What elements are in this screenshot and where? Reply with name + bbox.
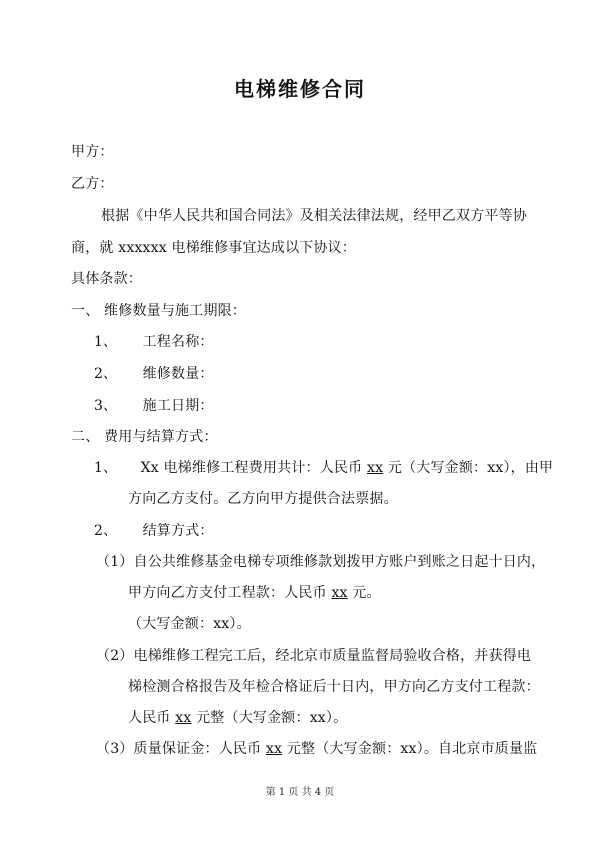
intro-line-2: 商，就 xxxxxx 电梯维修事宜达成以下协议： [71, 240, 357, 256]
clause-number: （1） [96, 554, 134, 570]
sub-clause-1-line-1 [96, 552, 545, 572]
clause-text-cont: 元。 [347, 585, 381, 601]
item-label: 施工日期： [142, 398, 214, 414]
sub-clause-2-line-1 [96, 646, 531, 666]
item-number: 1、 [94, 460, 118, 476]
fee-text-cont: 元（大写金额：xx），由甲 [383, 460, 554, 476]
sub-clause-2-line-3 [128, 708, 347, 728]
section-1-item-3 [94, 396, 214, 416]
item-label: 维修数量： [142, 366, 214, 382]
item-number: 2、 [94, 366, 118, 382]
section-2-item-1-line-2: 方向乙方支付。乙方向甲方提供合法票据。 [128, 491, 398, 507]
clause-text: 自公共维修基金电梯专项维修款划拨甲方账户到账之日起十日内， [133, 554, 546, 570]
clause-text: 电梯维修工程完工后，经北京市质量监督局验收合格，并获得电 [133, 648, 532, 664]
clause-text-cont: 元整（大写金额：xx）。自北京市质量监 [282, 741, 538, 757]
item-number: 1、 [94, 334, 118, 350]
clause-number: （2） [96, 648, 134, 664]
sub-clause-1-line-2 [128, 583, 381, 603]
clause-text-cont: 元整（大写金额：xx）。 [191, 710, 348, 726]
sub-clause-2-line-2: 梯检测合格报告及年检合格证后十日内，甲方向乙方支付工程款： [128, 679, 540, 695]
sub-clause-1-line-3: （大写金额：xx）。 [128, 616, 251, 632]
clause-number: （3） [96, 741, 134, 757]
section-1-item-2 [94, 364, 214, 384]
fee-amount: xx [367, 460, 384, 476]
party-a-label: 甲方： [71, 144, 114, 160]
page-footer: 第 1 页 共 4 页 [265, 787, 335, 798]
section-1-heading: 一、 维修数量与施工期限： [71, 303, 247, 319]
item-label: 结算方式： [142, 523, 214, 539]
section-2-heading: 二、 费用与结算方式： [71, 429, 218, 445]
fee-text: Xx 电梯维修工程费用共计：人民币 [140, 460, 367, 476]
section-1-item-1 [94, 332, 214, 352]
clause-text: 质量保证金：人民币 [133, 741, 266, 757]
contract-title: 电梯维修合同 [234, 77, 366, 101]
item-number: 3、 [94, 398, 118, 414]
item-label: 工程名称： [142, 334, 214, 350]
payment-amount: xx [175, 710, 192, 726]
payment-amount: xx [331, 585, 348, 601]
sub-clause-3-line-1 [96, 739, 537, 759]
deposit-amount: xx [265, 741, 283, 757]
item-number: 2、 [94, 523, 118, 539]
clause-text: 人民币 [128, 710, 176, 726]
section-2-item-1-line-1 [94, 458, 553, 478]
section-2-item-2 [94, 521, 214, 541]
intro-line-1: 根据《中华人民共和国合同法》及相关法律法规，经甲乙双方平等协 [101, 208, 527, 224]
terms-heading: 具体条款： [71, 271, 142, 287]
party-b-label: 乙方： [71, 176, 114, 192]
clause-text: 甲方向乙方支付工程款：人民币 [128, 585, 332, 601]
